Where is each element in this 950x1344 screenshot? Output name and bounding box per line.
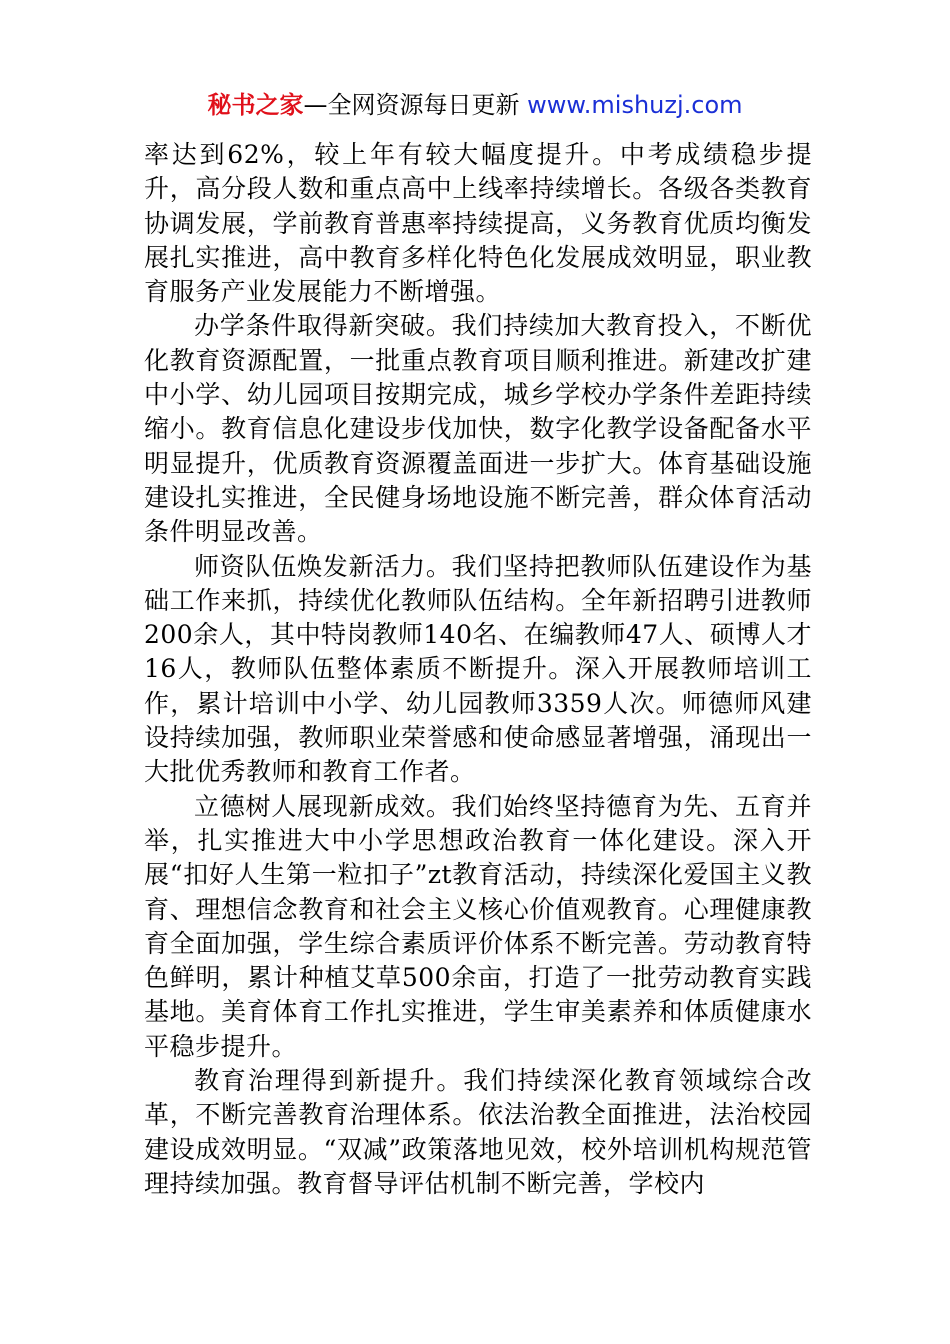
site-url-link[interactable]: www.mishuzj.com [527,91,743,119]
paragraph-continuation: 率达到62%，较上年有较大幅度提升。中考成绩稳步提升，高分段人数和重点高中上线率持续增长。各级各类教育协调发展，学前教育普惠率持续提高，义务教育优质均衡发展扎实推进，高中教育多样化特色化发展成效明显，职业教育服务产业发展能力不断增强。 [144,140,812,307]
header-tagline: —全网资源每日更新 [303,91,520,119]
paragraph-moral-education: 立德树人展现新成效。我们始终坚持德育为先、五育并举，扎实推进大中小学思想政治教育一体化建设。深入开展“扣好人生第一粒扣子”zt教育活动，持续深化爱国主义教育、理想信念教育和社会主义核心价值观教育。心理健康教育全面加强，学生综合素质评价体系不断完善。劳动教育特色鲜明，累计种植艾草500余亩，打造了一批劳动教育实践基地。美育体育工作扎实推进，学生审美素养和体质健康水平稳步提升。 [144,791,812,1061]
document-body [144,138,812,1201]
paragraph-teacher-team: 师资队伍焕发新活力。我们坚持把教师队伍建设作为基础工作来抓，持续优化教师队伍结构。全年新招聘引进教师200余人，其中特岗教师140名、在编教师47人、硕博人才16人，教师队伍整体素质不断提升。深入开展教师培训工作，累计培训中小学、幼儿园教师3359人次。师德师风建设持续加强，教师职业荣誉感和使命感显著增强，涌现出一大批优秀教师和教育工作者。 [144,551,812,787]
paragraph-education-governance: 教育治理得到新提升。我们持续深化教育领域综合改革，不断完善教育治理体系。依法治教全面推进，法治校园建设成效明显。“双减”政策落地见效，校外培训机构规范管理持续加强。教育督导评估机制不断完善，学校内 [144,1066,812,1198]
brand-name[interactable]: 秘书之家 [207,91,304,119]
site-header [0,88,950,122]
paragraph-school-conditions: 办学条件取得新突破。我们持续加大教育投入，不断优化教育资源配置，一批重点教育项目顺利推进。新建改扩建中小学、幼儿园项目按期完成，城乡学校办学条件差距持续缩小。教育信息化建设步伐加快，数字化教学设备配备水平明显提升，优质教育资源覆盖面进一步扩大。体育基础设施建设扎实推进，全民健身场地设施不断完善，群众体育活动条件明显改善。 [144,311,812,547]
